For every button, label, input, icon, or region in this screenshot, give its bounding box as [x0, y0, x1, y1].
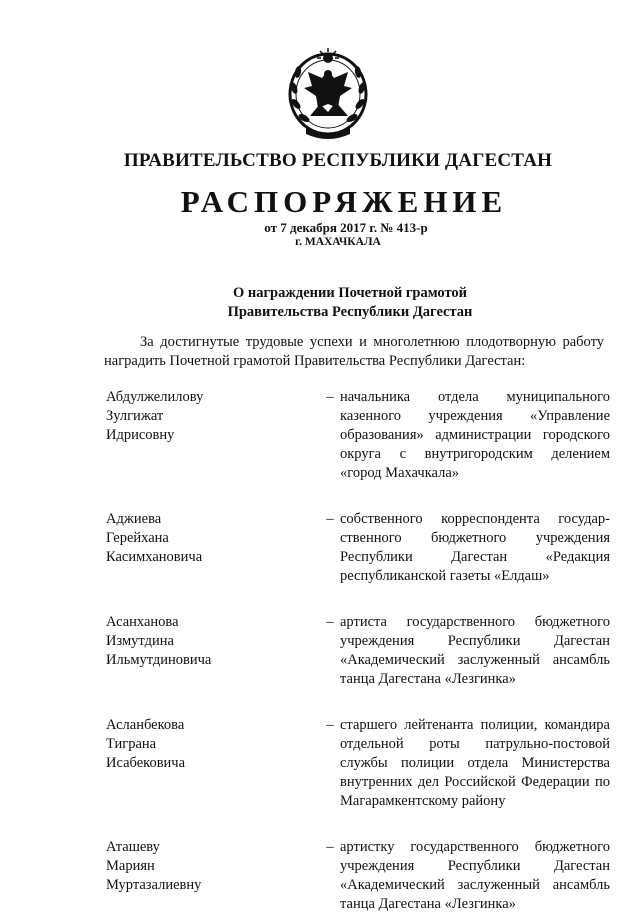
- document-type: РАСПОРЯЖЕНИЕ: [180, 184, 508, 219]
- awardee-list: [0, 388, 640, 914]
- awardee-position: начальника отдела муниципального казенного учреждения «Управление образования» администрации городского округа с внутригородским делением «город Махачкала»: [340, 389, 610, 481]
- awardee-first-name: Мариян: [106, 858, 155, 874]
- awardee-name: [0, 838, 321, 914]
- awardee-surname: Асланбекова: [106, 717, 185, 733]
- awardee-first-name: Тиграна: [106, 736, 157, 752]
- awardee-dash: –: [326, 389, 334, 405]
- awardee-row: [0, 613, 640, 689]
- awardee-patronymic: Ильмутдиновича: [106, 652, 212, 668]
- document-date-number: от 7 декабря 2017 г. № 413-р: [264, 220, 428, 235]
- coat-of-arms-icon: [286, 48, 370, 144]
- awardee-dash: –: [326, 614, 334, 630]
- awardee-surname: Асанханова: [106, 614, 179, 630]
- awardee-surname: Аташеву: [106, 839, 160, 855]
- subject-line-2: Правительства Республики Дагестан: [227, 304, 473, 320]
- awardee-first-name: Зулгижат: [106, 408, 164, 424]
- awardee-row: [0, 388, 640, 483]
- awardee-row: [0, 716, 640, 811]
- awardee-position: артистку государственного бюджетного учреждения Республики Дагестан «Академический заслуженный ансамбль танца Дагестана «Лезгинка»: [340, 839, 610, 912]
- awardee-patronymic: Идрисовну: [106, 427, 175, 443]
- awardee-name: [0, 716, 321, 811]
- awardee-name: [0, 388, 321, 483]
- document-city: г. МАХАЧКАЛА: [295, 236, 381, 248]
- intro-paragraph: За достигнутые трудовые успехи и многолетнюю плодотворную работу наградить Почетной грамотой Правительства Республики Дагестан:: [104, 334, 604, 369]
- awardee-position: собственного корреспондента государственного бюджетного учреждения Республики Дагестан «Редакция республиканской газеты «Елдаш»: [340, 511, 610, 584]
- awardee-dash: –: [326, 839, 334, 855]
- subject-line-1: О награждении Почетной грамотой: [232, 285, 468, 301]
- awardee-name: [0, 613, 321, 689]
- awardee-surname: Аджиева: [106, 511, 162, 527]
- awardee-position: артиста государственного бюджетного учреждения Республики Дагестан «Академический заслуженный ансамбль танца Дагестана «Лезгинка»: [340, 614, 610, 687]
- awardee-row: [0, 838, 640, 914]
- awardee-row: [0, 510, 640, 586]
- awardee-patronymic: Муртазалиевну: [106, 877, 202, 893]
- document-subject: [0, 284, 640, 322]
- awardee-patronymic: Исабековича: [106, 755, 186, 771]
- awardee-surname: Абдулжелилову: [106, 389, 204, 405]
- government-title: ПРАВИТЕЛЬСТВО РЕСПУБЛИКИ ДАГЕСТАН: [123, 150, 553, 171]
- awardee-patronymic: Касимхановича: [106, 549, 203, 565]
- awardee-dash: –: [326, 717, 334, 733]
- awardee-first-name: Герейхана: [106, 530, 169, 546]
- awardee-position: старшего лейтенанта полиции, командира отдельной роты патрульно-постовой службы полиции отдела Министерства внутренних дел Российской Федерации по Магарамкентскому району: [340, 717, 610, 809]
- awardee-name: [0, 510, 321, 586]
- awardee-first-name: Измутдина: [106, 633, 174, 649]
- awardee-dash: –: [326, 511, 334, 527]
